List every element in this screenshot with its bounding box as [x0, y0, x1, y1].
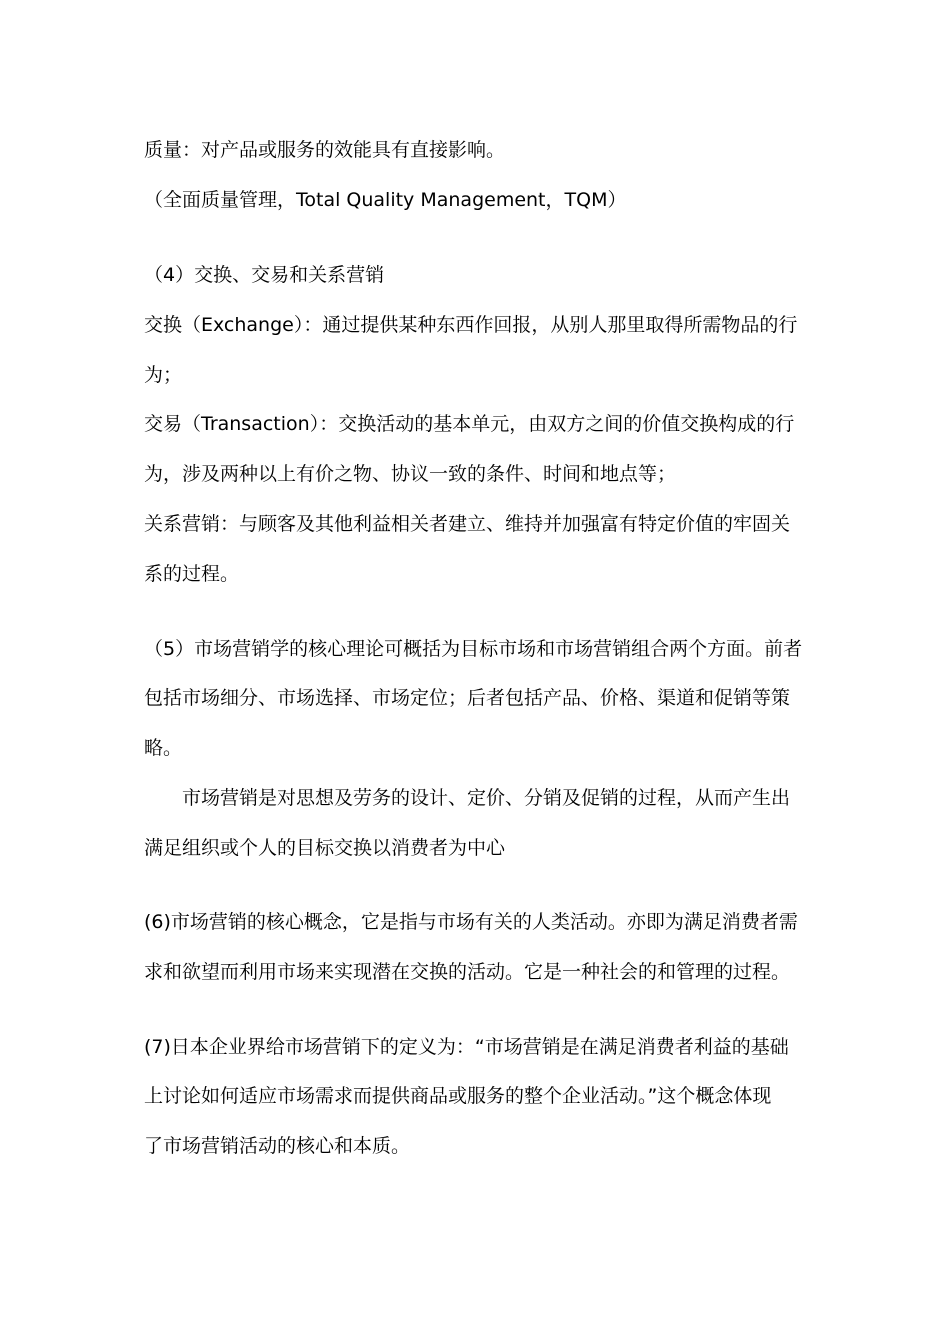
- text-line-relationship: 关系营销：与顾客及其他利益相关者建立、维持并加强富有特定价值的牢固关: [144, 513, 791, 535]
- text-line-transaction: 交易（Transaction）：交换活动的基本单元，由双方之间的价值交换构成的行: [144, 413, 795, 435]
- text-line-7-cont-1: 上讨论如何适应市场需求而提供商品或服务的整个企业活动。”这个概念体现: [144, 1085, 772, 1107]
- text-line-definition-cont: 满足组织或个人的目标交换以消费者为中心: [144, 837, 506, 859]
- text-line-exchange-cont: 为；: [144, 364, 183, 386]
- text-line-exchange: 交换（Exchange）：通过提供某种东西作回报，从别人那里取得所需物品的行: [144, 314, 798, 336]
- text-line-quality: 质量：对产品或服务的效能具有直接影响。: [144, 139, 506, 161]
- section-paragraph-7: (7)日本企业界给市场营销下的定义为：“市场营销是在满足消费者利益的基础: [144, 1036, 789, 1058]
- section-heading-4: （4）交换、交易和关系营销: [144, 264, 385, 286]
- section-paragraph-5: （5）市场营销学的核心理论可概括为目标市场和市场营销组合两个方面。前者: [144, 638, 803, 660]
- text-line-tqm: （全面质量管理，Total Quality Management，TQM）: [144, 189, 627, 211]
- text-line-relationship-cont: 系的过程。: [144, 563, 240, 585]
- text-line-transaction-cont: 为，涉及两种以上有价之物、协议一致的条件、时间和地点等；: [144, 463, 677, 485]
- text-line-definition: 市场营销是对思想及劳务的设计、定价、分销及促销的过程，从而产生出: [182, 787, 791, 809]
- text-line-5-cont-1: 包括市场细分、市场选择、市场定位；后者包括产品、价格、渠道和促销等策: [144, 687, 791, 709]
- text-line-5-cont-2: 略。: [144, 737, 183, 759]
- text-line-6-cont: 求和欲望而利用市场来实现潜在交换的活动。它是一种社会的和管理的过程。: [144, 961, 791, 983]
- text-line-7-cont-2: 了市场营销活动的核心和本质。: [144, 1135, 411, 1157]
- section-paragraph-6: (6)市场营销的核心概念，它是指与市场有关的人类活动。亦即为满足消费者需: [144, 911, 798, 933]
